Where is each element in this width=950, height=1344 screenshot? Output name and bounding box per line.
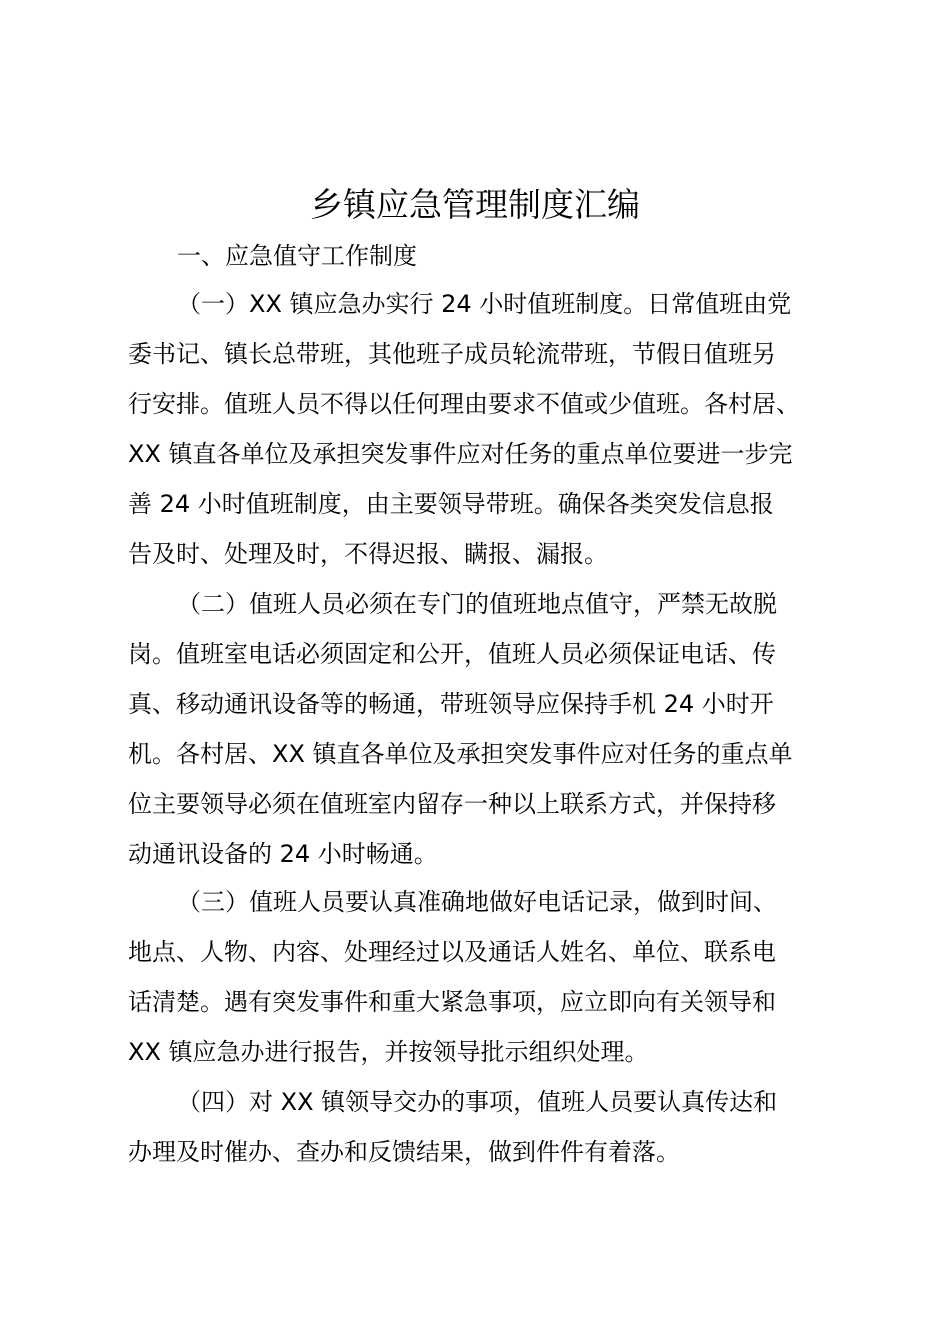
paragraph-1-line-6: 告及时、处理及时，不得迟报、瞒报、漏报。 — [128, 540, 608, 568]
paragraph-2-line-1: （二）值班人员必须在专门的值班地点值守，严禁无故脱 — [177, 590, 777, 618]
paragraph-1-line-5: 善 24 小时值班制度，由主要领导带班。确保各类突发信息报 — [128, 490, 774, 518]
paragraph-2-line-6: 动通讯设备的 24 小时畅通。 — [128, 840, 438, 868]
paragraph-3-line-3: 话清楚。遇有突发事件和重大紧急事项，应立即向有关领导和 — [128, 988, 776, 1016]
paragraph-2-line-4: 机。各村居、XX 镇直各单位及承担突发事件应对任务的重点单 — [128, 740, 793, 768]
paragraph-2-line-2: 岗。值班室电话必须固定和公开，值班人员必须保证电话、传 — [128, 640, 776, 668]
paragraph-3-line-1: （三）值班人员要认真准确地做好电话记录，做到时间、 — [177, 888, 777, 916]
document-title: 乡镇应急管理制度汇编 — [310, 185, 640, 224]
paragraph-1-line-4: XX 镇直各单位及承担突发事件应对任务的重点单位要进一步完 — [128, 440, 793, 468]
paragraph-4-line-1: （四）对 XX 镇领导交办的事项，值班人员要认真传达和 — [177, 1088, 778, 1116]
paragraph-2-line-3: 真、移动通讯设备等的畅通，带班领导应保持手机 24 小时开 — [128, 690, 774, 718]
paragraph-3-line-4: XX 镇应急办进行报告，并按领导批示组织处理。 — [128, 1038, 649, 1066]
paragraph-4-line-2: 办理及时催办、查办和反馈结果，做到件件有着落。 — [128, 1138, 680, 1166]
paragraph-3-line-2: 地点、人物、内容、处理经过以及通话人姓名、单位、联系电 — [128, 938, 776, 966]
paragraph-2-line-5: 位主要领导必须在值班室内留存一种以上联系方式，并保持移 — [128, 790, 776, 818]
paragraph-1-line-1: （一）XX 镇应急办实行 24 小时值班制度。日常值班由党 — [177, 290, 792, 318]
paragraph-1-line-2: 委书记、镇长总带班，其他班子成员轮流带班，节假日值班另 — [128, 340, 776, 368]
section-heading: 一、应急值守工作制度 — [177, 242, 417, 270]
paragraph-1-line-3: 行安排。值班人员不得以任何理由要求不值或少值班。各村居、 — [128, 390, 800, 418]
